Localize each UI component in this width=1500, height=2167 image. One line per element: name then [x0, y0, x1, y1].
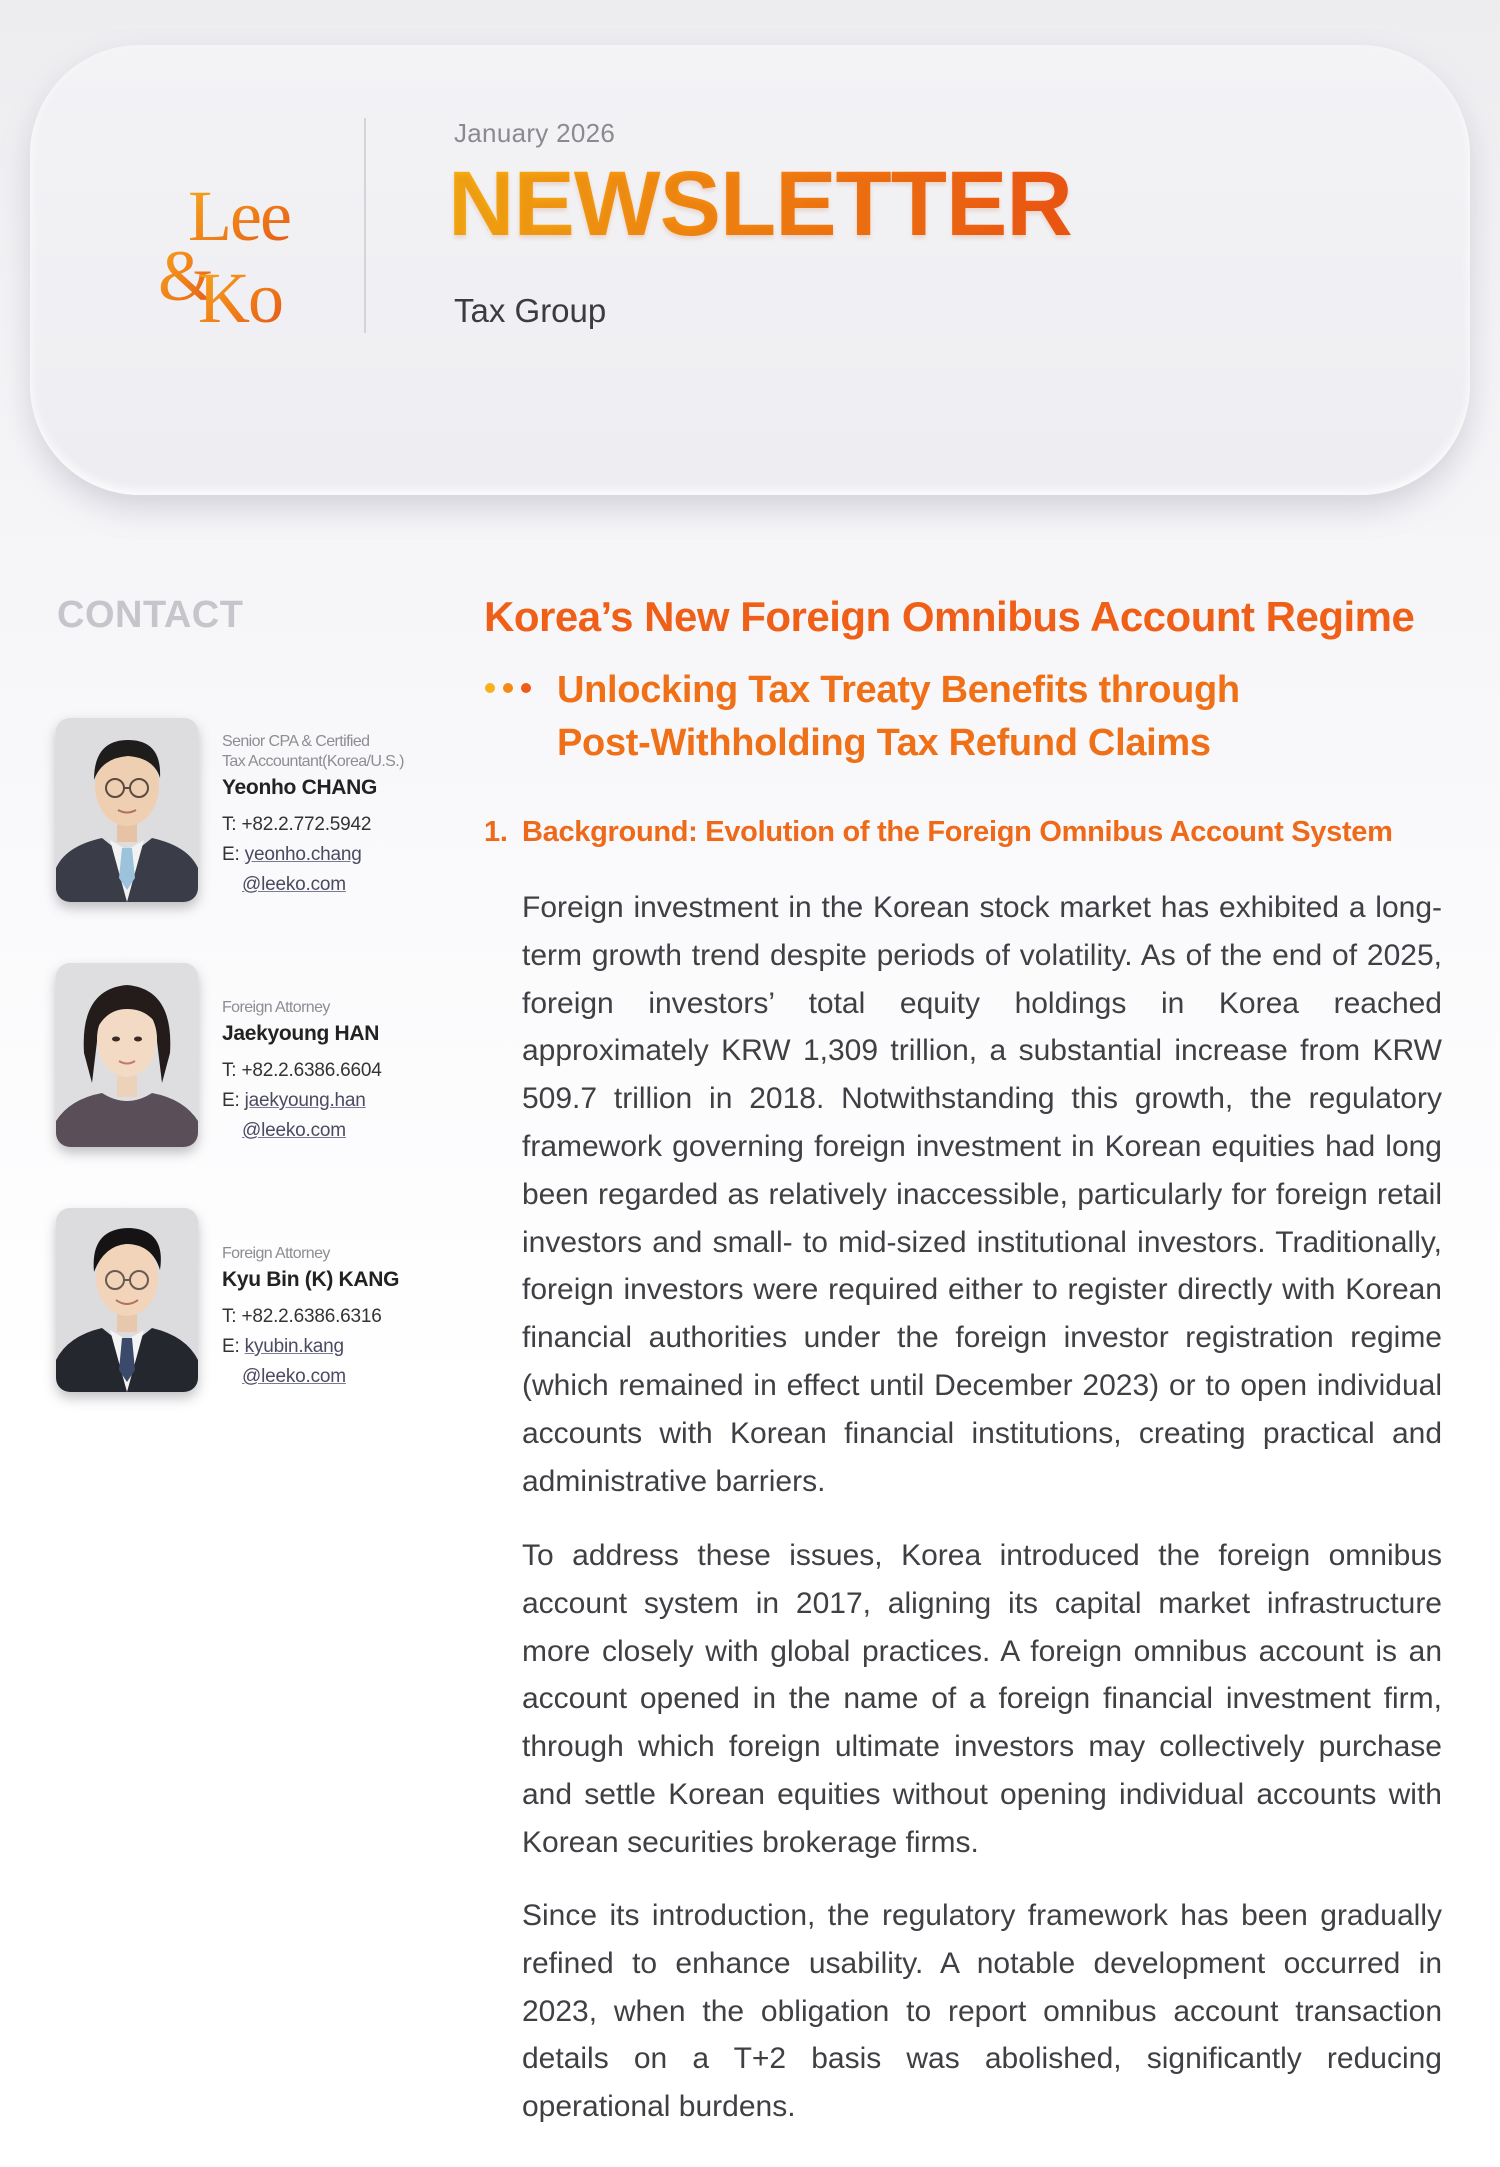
avatar	[56, 718, 198, 902]
body-paragraph: Since its introduction, the regulatory framework has been gradually refined to enhance usability. A notable development occurred in 2023, when the obligation to report omnibus account transaction details on a T+2 basis was abolished, significantly reducing operational burdens.	[522, 1899, 1442, 2124]
contact-card-kyu-bin-kang	[56, 1208, 476, 1398]
contact-name: Yeonho CHANG	[222, 776, 378, 799]
subtitle-line: Post-Withholding Tax Refund Claims	[557, 722, 1211, 764]
email-link[interactable]: jaekyoung.han	[244, 1090, 366, 1111]
email-link[interactable]: kyubin.kang	[244, 1336, 344, 1357]
contact-phone: T: +82.2.6386.6316	[222, 1306, 382, 1327]
issue-date: January 2026	[454, 118, 616, 148]
email-link[interactable]: yeonho.chang	[244, 844, 362, 865]
bullet-dots-icon	[484, 672, 544, 702]
email-domain	[222, 870, 482, 900]
article-title: Korea’s New Foreign Omnibus Account Regime	[484, 593, 1415, 640]
body-paragraph: Foreign investment in the Korean stock market has exhibited a long-term growth trend despite periods of volatility. As of the end of 2025, foreign investors’ total equity holdings in Korea reached approximately KRW 1,309 trillion, a substantial increase from KRW 509.7 trillion in 2018. Notwithstanding this growth, the regulatory framework governing foreign investment in Korean equities had long been regarded as relatively inaccessible, particularly for foreign retail investors and small- to mid-sized institutional investors. Traditionally, foreign investors were required either to register directly with Korean financial authorities under the foreign investor registration regime (which remained in effect until December 2023) or to open individual accounts with Korean financial institutions, creating practical and administrative barriers.	[522, 891, 1442, 1498]
article-subtitle	[557, 664, 1457, 770]
email-domain-link[interactable]: @leeko.com	[242, 874, 346, 895]
svg-text:Lee: Lee	[188, 176, 290, 256]
contact-email	[222, 840, 482, 870]
section-heading	[484, 816, 1393, 849]
contact-info	[222, 1208, 482, 1392]
contact-email	[222, 1332, 482, 1362]
email-domain-link[interactable]: @leeko.com	[242, 1120, 346, 1141]
lee-ko-logo	[130, 150, 330, 330]
avatar	[56, 963, 198, 1147]
contact-email	[222, 1086, 482, 1116]
contact-info	[222, 718, 482, 900]
contact-role: Senior CPA & Certified	[222, 733, 370, 750]
contact-phone: T: +82.2.6386.6604	[222, 1060, 382, 1081]
contact-card-yeonho-chang	[56, 718, 476, 908]
contact-heading: CONTACT	[57, 594, 244, 636]
email-label: E:	[222, 844, 240, 865]
svg-text:&: &	[158, 236, 213, 316]
contact-role: Foreign Attorney	[222, 1245, 330, 1262]
email-label: E:	[222, 1090, 240, 1111]
svg-text:Ko: Ko	[198, 258, 282, 330]
contact-info	[222, 963, 482, 1146]
avatar	[56, 1208, 198, 1392]
contact-role: Foreign Attorney	[222, 999, 330, 1016]
contact-name: Kyu Bin (K) KANG	[222, 1268, 400, 1291]
section-number: 1.	[484, 816, 508, 848]
newsletter-title: NEWSLETTER	[448, 153, 1072, 255]
contact-card-jaekyoung-han	[56, 963, 476, 1153]
email-domain	[222, 1116, 482, 1146]
contact-phone: T: +82.2.772.5942	[222, 814, 372, 835]
email-domain	[222, 1362, 482, 1392]
section-title: Background: Evolution of the Foreign Omnibus Account System	[522, 816, 1393, 848]
group-name: Tax Group	[454, 292, 607, 329]
header-divider	[364, 118, 366, 333]
email-domain-link[interactable]: @leeko.com	[242, 1366, 346, 1387]
contact-name: Jaekyoung HAN	[222, 1022, 380, 1045]
body-paragraph: To address these issues, Korea introduced the foreign omnibus account system in 2017, aligning its capital market infrastructure more closely with global practices. A foreign omnibus account is an account opened in the name of a foreign financial investment firm, through which foreign ultimate investors may collectively purchase and settle Korean equities without opening individual accounts with Korean securities brokerage firms.	[522, 1539, 1442, 1859]
subtitle-line: Unlocking Tax Treaty Benefits through	[557, 669, 1240, 711]
email-label: E:	[222, 1336, 240, 1357]
contact-role: Tax Accountant(Korea/U.S.)	[222, 753, 404, 770]
